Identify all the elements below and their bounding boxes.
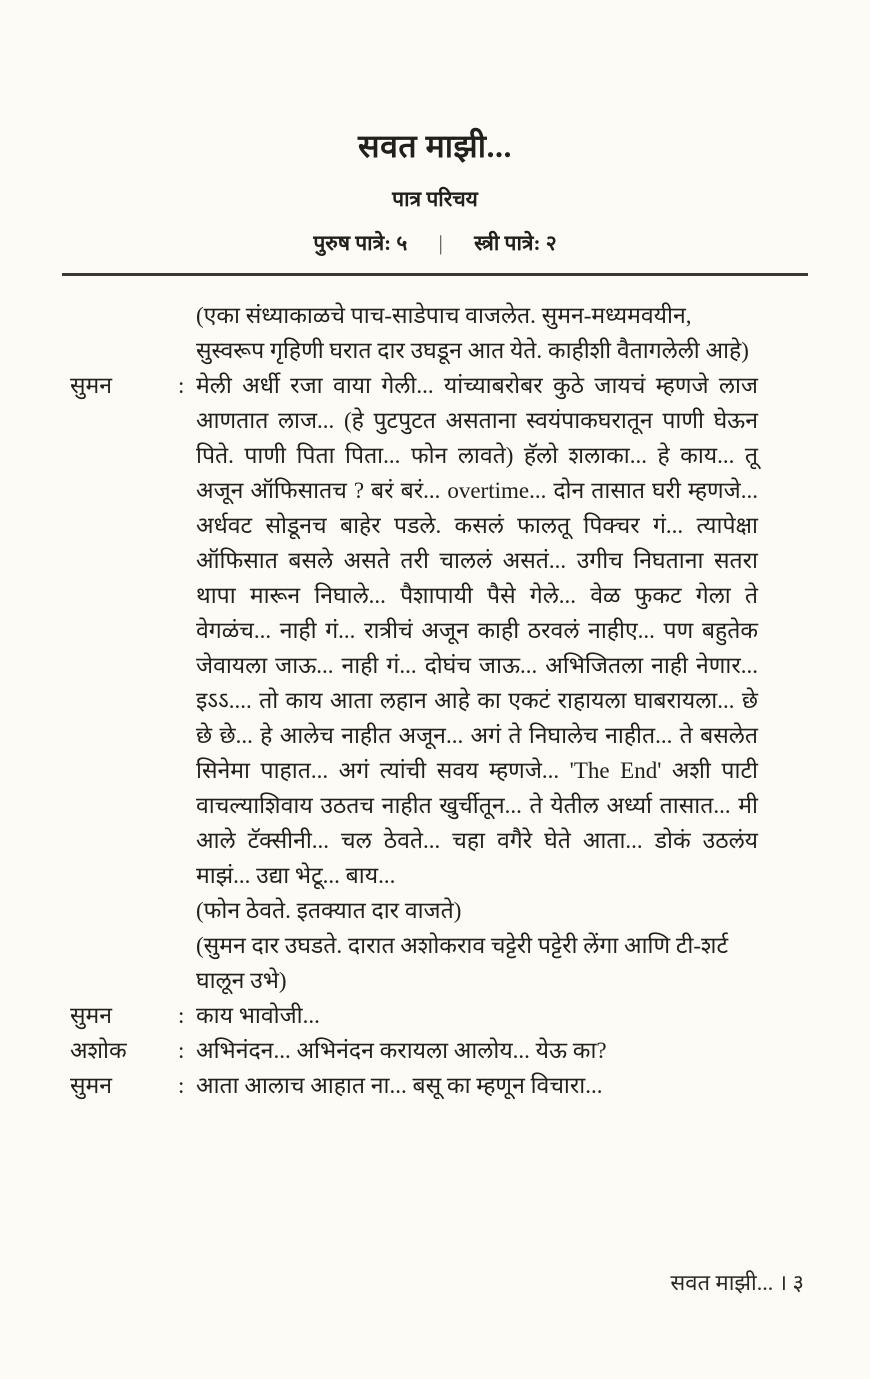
male-cast-count: पुरुष पात्रे: ५	[313, 231, 408, 255]
page-footer	[670, 1268, 804, 1298]
cast-counts	[0, 228, 870, 258]
dialogue-row	[70, 368, 758, 893]
dialogue-text: आता आलाच आहात ना... बसू का म्हणून विचारा...	[196, 1073, 603, 1098]
stage-direction-text: (फोन ठेवते. इतक्यात दार वाजते)	[196, 898, 462, 923]
speaker-name: सुमन	[70, 1003, 113, 1028]
colon-separator: :	[178, 1038, 185, 1063]
cast-separator: |	[438, 231, 443, 255]
play-title: सवत माझी...	[357, 128, 513, 164]
dialogue-text: अभिनंदन... अभिनंदन करायला आलोय... येऊ का?	[196, 1038, 607, 1063]
stage-direction-text: (एका संध्याकाळचे पाच-साडेपाच वाजलेत. सुमन-मध्यमवयीन, सुस्वरूप गृहिणी घरात दार उघडून आत येते. काहीशी वैतागलेली आहे)	[196, 303, 749, 363]
running-title-page-number: सवत माझी... । ३	[670, 1270, 804, 1295]
speaker-name: अशोक	[70, 1038, 127, 1063]
script-body	[70, 298, 758, 1103]
colon-separator: :	[178, 1073, 185, 1098]
stage-direction-row	[70, 298, 758, 368]
colon-separator: :	[178, 1003, 185, 1028]
dialogue-text: काय भावोजी...	[196, 1003, 320, 1028]
cast-heading: पात्र परिचय	[392, 187, 478, 211]
stage-direction-row	[70, 928, 758, 998]
dialogue-row	[70, 998, 758, 1033]
dialogue-row	[70, 1033, 758, 1068]
speaker-name: सुमन	[70, 1073, 113, 1098]
speaker-name: सुमन	[70, 373, 113, 398]
dialogue-text: मेली अर्धी रजा वाया गेली... यांच्याबरोबर कुठे जायचं म्हणजे लाज आणतात लाज... (हे पुटपुटत असताना स्वयंपाकघरातून पाणी घेऊन पिते. पाणी पिता पिता... फोन लावते) हॅलो शलाका... हे काय... तू अजून ऑफिसातच ? बरं बरं... overtime... दोन तासात घरी म्हणजे... अर्धवट सोडूनच बाहेर पडले. कसलं फालतू पिक्चर गं... त्यापेक्षा ऑफिसात बसले असते तरी चाललं असतं... उगीच निघताना सतरा थापा मारून निघाले... पैशापायी पैसे गेले... वेळ फुकट गेला ते वेगळंच... नाही गं... रात्रीचं अजून काही ठरवलं नाहीए... पण बहुतेक जेवायला जाऊ... नाही गं... दोघंच जाऊ... अभिजितला नाही नेणार... इऽऽ.... तो काय आता लहान आहे का एकटं राहायला घाबरायला... छे छे छे... हे आलेच नाहीत अजून... अगं ते निघालेच नाहीत... ते बसलेत सिनेमा पाहात... अगं त्यांची सवय म्हणजे... 'The End' अशी पाटी वाचल्याशिवाय उठतच नाहीत खुर्चीतून... ते येतील अर्ध्या तासात... मी आले टॅक्सीनी... चल ठेवते... चहा वगैरे घेते आता... डोकं उठलंय माझं... उद्या भेटू... बाय...	[196, 373, 758, 888]
dialogue-row	[70, 1068, 758, 1103]
stage-direction-row	[70, 893, 758, 928]
header-divider	[62, 273, 808, 276]
page-header	[0, 0, 870, 258]
female-cast-count: स्त्री पात्रे: २	[474, 231, 557, 255]
stage-direction-text: (सुमन दार उघडते. दारात अशोकराव चट्टेरी पट्टेरी लेंगा आणि टी-शर्ट घालून उभे)	[196, 933, 729, 993]
colon-separator: :	[178, 373, 185, 398]
